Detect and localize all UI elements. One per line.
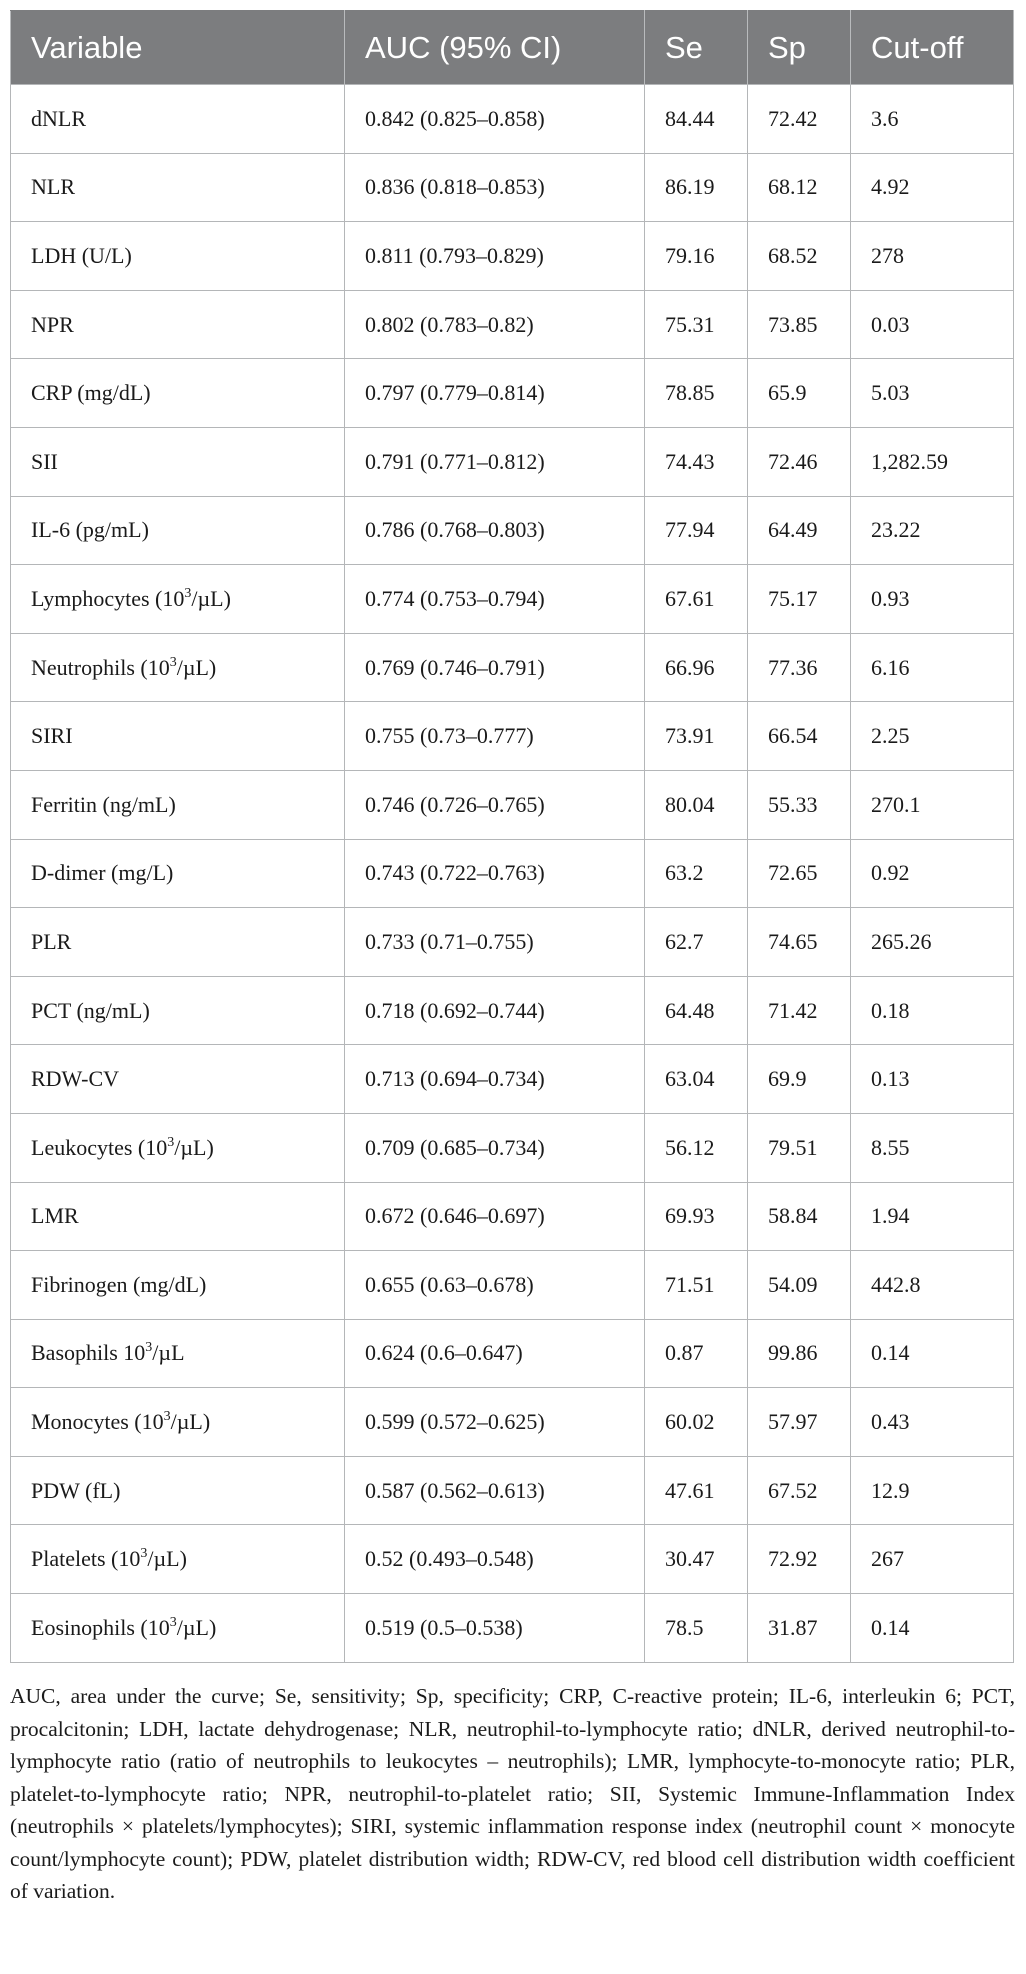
cell-variable	[11, 702, 345, 771]
cell-cutoff: 0.93	[851, 565, 1014, 634]
variable-name: Ferritin (ng/mL)	[31, 791, 176, 817]
variable-name: Monocytes (10	[31, 1409, 164, 1435]
table-row	[11, 1113, 1014, 1182]
cell-cutoff: 278	[851, 222, 1014, 291]
cell-se: 66.96	[645, 633, 748, 702]
cell-se: 80.04	[645, 770, 748, 839]
cell-variable	[11, 427, 345, 496]
cell-se: 73.91	[645, 702, 748, 771]
cell-se: 67.61	[645, 565, 748, 634]
cell-auc: 0.713 (0.694–0.734)	[345, 1045, 645, 1114]
cell-se: 71.51	[645, 1251, 748, 1320]
results-table-container	[10, 10, 1013, 1663]
cell-sp: 68.12	[748, 153, 851, 222]
unit-superscript: 3	[167, 1134, 175, 1150]
cell-cutoff: 265.26	[851, 908, 1014, 977]
cell-auc: 0.519 (0.5–0.538)	[345, 1594, 645, 1663]
table-row	[11, 565, 1014, 634]
cell-cutoff: 23.22	[851, 496, 1014, 565]
variable-name: SIRI	[31, 723, 73, 749]
cell-se: 79.16	[645, 222, 748, 291]
cell-cutoff: 8.55	[851, 1113, 1014, 1182]
cell-variable	[11, 1045, 345, 1114]
cell-auc: 0.746 (0.726–0.765)	[345, 770, 645, 839]
cell-se: 64.48	[645, 976, 748, 1045]
cell-cutoff: 2.25	[851, 702, 1014, 771]
variable-name: PCT (ng/mL)	[31, 997, 150, 1023]
cell-cutoff: 1.94	[851, 1182, 1014, 1251]
cell-variable	[11, 153, 345, 222]
cell-se: 75.31	[645, 290, 748, 359]
table-row	[11, 1456, 1014, 1525]
table-row	[11, 839, 1014, 908]
table-row	[11, 702, 1014, 771]
cell-sp: 73.85	[748, 290, 851, 359]
cell-se: 60.02	[645, 1388, 748, 1457]
cell-variable	[11, 839, 345, 908]
cell-cutoff: 1,282.59	[851, 427, 1014, 496]
cell-sp: 54.09	[748, 1251, 851, 1320]
cell-sp: 64.49	[748, 496, 851, 565]
cell-cutoff: 4.92	[851, 153, 1014, 222]
cell-auc: 0.743 (0.722–0.763)	[345, 839, 645, 908]
cell-se: 78.5	[645, 1594, 748, 1663]
unit-superscript: 3	[169, 654, 177, 670]
cell-variable	[11, 908, 345, 977]
cell-cutoff: 6.16	[851, 633, 1014, 702]
cell-se: 69.93	[645, 1182, 748, 1251]
cell-se: 63.04	[645, 1045, 748, 1114]
table-footnote: AUC, area under the curve; Se, sensitivity; Sp, specificity; CRP, C-reactive protein; IL-6, interleukin 6; PCT, procalcitonin; LDH, lactate dehydrogenase; NLR, neutrophil-to-lymphocyte ratio; dNLR, derived neutrophil-to-lymphocyte ratio (ratio of neutrophils to leukocytes – neutrophils); LMR, lymphocyte-to-monocyte ratio; PLR, platelet-to-lymphocyte ratio; NPR, neutrophil-to-platelet ratio; SII, Systemic Immune-Inflammation Index (neutrophils × platelets/lymphocytes); SIRI, systemic inflammation response index (neutrophil count × monocyte count/lymphocyte count); PDW, platelet distribution width; RDW-CV, red blood cell distribution width coefficient of variation.	[10, 1684, 1015, 1903]
cell-variable	[11, 359, 345, 428]
cell-auc: 0.52 (0.493–0.548)	[345, 1525, 645, 1594]
table-row	[11, 359, 1014, 428]
table-row	[11, 976, 1014, 1045]
cell-sp: 99.86	[748, 1319, 851, 1388]
table-row	[11, 1319, 1014, 1388]
cell-auc: 0.587 (0.562–0.613)	[345, 1456, 645, 1525]
variable-name: SII	[31, 448, 58, 474]
table-row	[11, 222, 1014, 291]
cell-sp: 65.9	[748, 359, 851, 428]
table-row	[11, 427, 1014, 496]
cell-se: 47.61	[645, 1456, 748, 1525]
cell-variable	[11, 290, 345, 359]
cell-sp: 72.65	[748, 839, 851, 908]
unit-superscript: 3	[169, 1614, 177, 1630]
table-body	[11, 85, 1014, 1663]
table-row	[11, 1251, 1014, 1320]
table-row	[11, 1388, 1014, 1457]
cell-cutoff: 3.6	[851, 85, 1014, 154]
cell-cutoff: 12.9	[851, 1456, 1014, 1525]
cell-cutoff: 267	[851, 1525, 1014, 1594]
variable-name: dNLR	[31, 105, 86, 131]
cell-variable	[11, 770, 345, 839]
variable-name: Lymphocytes (10	[31, 585, 185, 611]
cell-cutoff: 0.03	[851, 290, 1014, 359]
cell-cutoff: 0.14	[851, 1319, 1014, 1388]
unit-superscript: 3	[184, 585, 192, 601]
cell-sp: 55.33	[748, 770, 851, 839]
variable-name: Basophils 10	[31, 1340, 146, 1366]
variable-name: PLR	[31, 928, 72, 954]
header-variable: Variable	[11, 11, 345, 85]
table-row	[11, 1594, 1014, 1663]
variable-name: Eosinophils (10	[31, 1614, 170, 1640]
cell-cutoff: 0.13	[851, 1045, 1014, 1114]
cell-sp: 57.97	[748, 1388, 851, 1457]
cell-sp: 71.42	[748, 976, 851, 1045]
table-row	[11, 908, 1014, 977]
unit-tail: /µL)	[176, 1614, 217, 1640]
variable-name: LMR	[31, 1203, 79, 1229]
header-cutoff: Cut-off	[851, 11, 1014, 85]
cell-variable	[11, 633, 345, 702]
variable-name: Leukocytes (10	[31, 1134, 168, 1160]
unit-tail: /µL)	[191, 585, 231, 611]
unit-superscript: 3	[140, 1546, 148, 1562]
header-sp: Sp	[748, 11, 851, 85]
cell-sp: 75.17	[748, 565, 851, 634]
cell-se: 56.12	[645, 1113, 748, 1182]
variable-name: CRP (mg/dL)	[31, 380, 151, 406]
variable-name: RDW-CV	[31, 1066, 119, 1092]
cell-auc: 0.811 (0.793–0.829)	[345, 222, 645, 291]
cell-variable	[11, 1319, 345, 1388]
cell-sp: 72.46	[748, 427, 851, 496]
table-row	[11, 633, 1014, 702]
cell-auc: 0.655 (0.63–0.678)	[345, 1251, 645, 1320]
table-row	[11, 496, 1014, 565]
table-row	[11, 1525, 1014, 1594]
cell-variable	[11, 1525, 345, 1594]
cell-sp: 77.36	[748, 633, 851, 702]
cell-se: 86.19	[645, 153, 748, 222]
cell-auc: 0.718 (0.692–0.744)	[345, 976, 645, 1045]
cell-se: 78.85	[645, 359, 748, 428]
variable-name: PDW (fL)	[31, 1477, 121, 1503]
cell-cutoff: 270.1	[851, 770, 1014, 839]
cell-auc: 0.774 (0.753–0.794)	[345, 565, 645, 634]
cell-auc: 0.733 (0.71–0.755)	[345, 908, 645, 977]
table-row	[11, 85, 1014, 154]
cell-sp: 79.51	[748, 1113, 851, 1182]
variable-name: NPR	[31, 311, 74, 337]
unit-tail: /µL	[152, 1340, 185, 1366]
table-row	[11, 1045, 1014, 1114]
cell-se: 63.2	[645, 839, 748, 908]
cell-sp: 72.92	[748, 1525, 851, 1594]
cell-auc: 0.836 (0.818–0.853)	[345, 153, 645, 222]
cell-sp: 66.54	[748, 702, 851, 771]
cell-auc: 0.624 (0.6–0.647)	[345, 1319, 645, 1388]
variable-name: LDH (U/L)	[31, 242, 132, 268]
cell-variable	[11, 1456, 345, 1525]
unit-superscript: 3	[163, 1409, 171, 1425]
variable-name: NLR	[31, 174, 75, 200]
cell-variable	[11, 496, 345, 565]
table-row	[11, 770, 1014, 839]
cell-variable	[11, 976, 345, 1045]
variable-name: Neutrophils (10	[31, 654, 170, 680]
unit-tail: /µL)	[176, 654, 217, 680]
cell-cutoff: 5.03	[851, 359, 1014, 428]
header-row	[11, 11, 1014, 85]
table-row	[11, 153, 1014, 222]
cell-variable	[11, 85, 345, 154]
variable-name: Platelets (10	[31, 1546, 141, 1572]
cell-sp: 68.52	[748, 222, 851, 291]
cell-cutoff: 0.18	[851, 976, 1014, 1045]
unit-tail: /µL)	[170, 1409, 211, 1435]
header-se: Se	[645, 11, 748, 85]
cell-auc: 0.599 (0.572–0.625)	[345, 1388, 645, 1457]
cell-auc: 0.755 (0.73–0.777)	[345, 702, 645, 771]
cell-variable	[11, 565, 345, 634]
cell-se: 77.94	[645, 496, 748, 565]
cell-auc: 0.786 (0.768–0.803)	[345, 496, 645, 565]
cell-se: 0.87	[645, 1319, 748, 1388]
cell-se: 62.7	[645, 908, 748, 977]
cell-sp: 67.52	[748, 1456, 851, 1525]
cell-auc: 0.672 (0.646–0.697)	[345, 1182, 645, 1251]
cell-auc: 0.802 (0.783–0.82)	[345, 290, 645, 359]
header-auc: AUC (95% CI)	[345, 11, 645, 85]
cell-auc: 0.842 (0.825–0.858)	[345, 85, 645, 154]
cell-auc: 0.709 (0.685–0.734)	[345, 1113, 645, 1182]
variable-name: IL-6 (pg/mL)	[31, 517, 149, 543]
cell-se: 84.44	[645, 85, 748, 154]
cell-variable	[11, 1113, 345, 1182]
cell-auc: 0.797 (0.779–0.814)	[345, 359, 645, 428]
cell-se: 30.47	[645, 1525, 748, 1594]
table-row	[11, 290, 1014, 359]
cell-sp: 74.65	[748, 908, 851, 977]
cell-variable	[11, 1594, 345, 1663]
cell-auc: 0.769 (0.746–0.791)	[345, 633, 645, 702]
table-header	[11, 11, 1014, 85]
unit-superscript: 3	[145, 1340, 153, 1356]
cell-sp: 58.84	[748, 1182, 851, 1251]
variable-name: D-dimer (mg/L)	[31, 860, 174, 886]
unit-tail: /µL)	[174, 1134, 214, 1160]
cell-cutoff: 442.8	[851, 1251, 1014, 1320]
cell-sp: 31.87	[748, 1594, 851, 1663]
cell-cutoff: 0.14	[851, 1594, 1014, 1663]
cell-variable	[11, 1182, 345, 1251]
cell-variable	[11, 1388, 345, 1457]
cell-cutoff: 0.43	[851, 1388, 1014, 1457]
cell-variable	[11, 222, 345, 291]
unit-tail: /µL)	[147, 1546, 187, 1572]
cell-se: 74.43	[645, 427, 748, 496]
cell-sp: 72.42	[748, 85, 851, 154]
cell-variable	[11, 1251, 345, 1320]
cell-cutoff: 0.92	[851, 839, 1014, 908]
cell-sp: 69.9	[748, 1045, 851, 1114]
auc-results-table	[10, 10, 1014, 1663]
table-row	[11, 1182, 1014, 1251]
variable-name: Fibrinogen (mg/dL)	[31, 1271, 207, 1297]
cell-auc: 0.791 (0.771–0.812)	[345, 427, 645, 496]
